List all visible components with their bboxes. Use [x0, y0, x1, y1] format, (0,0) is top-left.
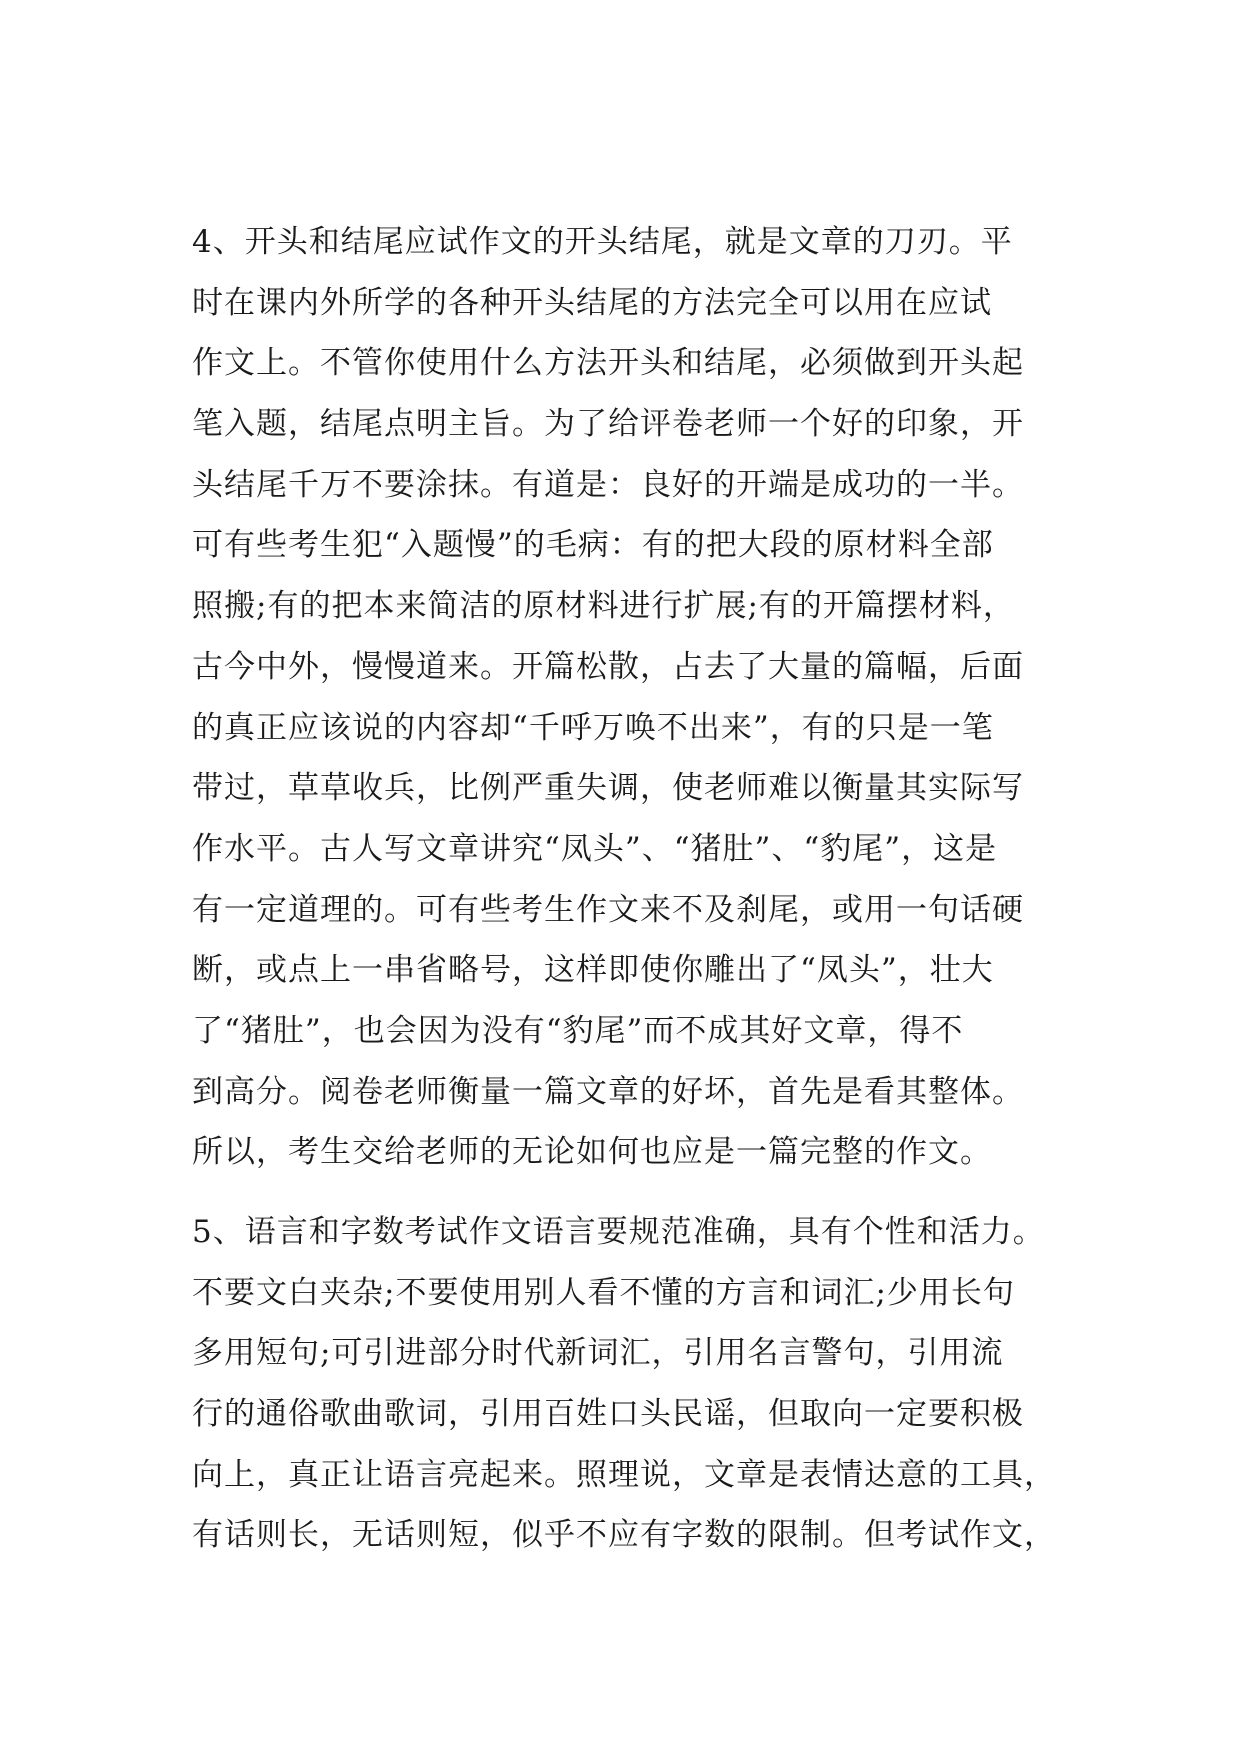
text-line: 时在课内外所学的各种开头结尾的方法完全可以用在应试: [192, 284, 992, 321]
text-line: 的真正应该说的内容却“千呼万唤不出来”，有的只是一笔: [192, 709, 994, 746]
paragraph-4: [192, 212, 1024, 1183]
text-line: 头结尾千万不要涂抹。有道是：良好的开端是成功的一半。: [192, 466, 1024, 503]
text-line: 作水平。古人写文章讲究“凤头”、“猪肚”、“豹尾”，这是: [192, 830, 998, 867]
text-line: 多用短句;可引进部分时代新词汇，引用名言警句，引用流: [192, 1335, 1004, 1372]
text-line: 古今中外，慢慢道来。开篇松散，占去了大量的篇幅，后面: [192, 648, 1024, 685]
text-line: 作文上。不管你使用什么方法开头和结尾，必须做到开头起: [192, 345, 1024, 382]
text-line: 笔入题，结尾点明主旨。为了给评卷老师一个好的印象，开: [192, 406, 1024, 443]
text-line: 向上，真正让语言亮起来。照理说，文章是表情达意的工具，: [192, 1456, 1056, 1493]
text-line: 照搬;有的把本来简洁的原材料进行扩展;有的开篇摆材料，: [192, 588, 1015, 625]
text-line: 有一定道理的。可有些考生作文来不及刹尾，或用一句话硬: [192, 891, 1024, 928]
text-line: 4、开头和结尾应试作文的开头结尾，就是文章的刀刃。平: [192, 224, 1013, 260]
text-line: 可有些考生犯“入题慢”的毛病：有的把大段的原材料全部: [192, 527, 994, 564]
text-line: 5、语言和字数考试作文语言要规范准确，具有个性和活力。: [192, 1214, 1045, 1250]
text-line: 行的通俗歌曲歌词，引用百姓口头民谣，但取向一定要积极: [192, 1396, 1024, 1433]
text-line: 断，或点上一串省略号，这样即使你雕出了“凤头”，壮大: [192, 952, 994, 989]
text-line: 所以，考生交给老师的无论如何也应是一篇完整的作文。: [192, 1134, 992, 1171]
text-line: 到高分。阅卷老师衡量一篇文章的好坏，首先是看其整体。: [192, 1073, 1024, 1110]
text-line: 不要文白夹杂;不要使用别人看不懂的方言和词汇;少用长句: [192, 1274, 1015, 1311]
text-line: 了“猪肚”，也会因为没有“豹尾”而不成其好文章，得不: [192, 1012, 964, 1049]
paragraph-5: [192, 1202, 1056, 1566]
text-line: 带过，草草收兵，比例严重失调，使老师难以衡量其实际写: [192, 770, 1024, 807]
text-line: 有话则长，无话则短，似乎不应有字数的限制。但考试作文，: [192, 1517, 1056, 1554]
